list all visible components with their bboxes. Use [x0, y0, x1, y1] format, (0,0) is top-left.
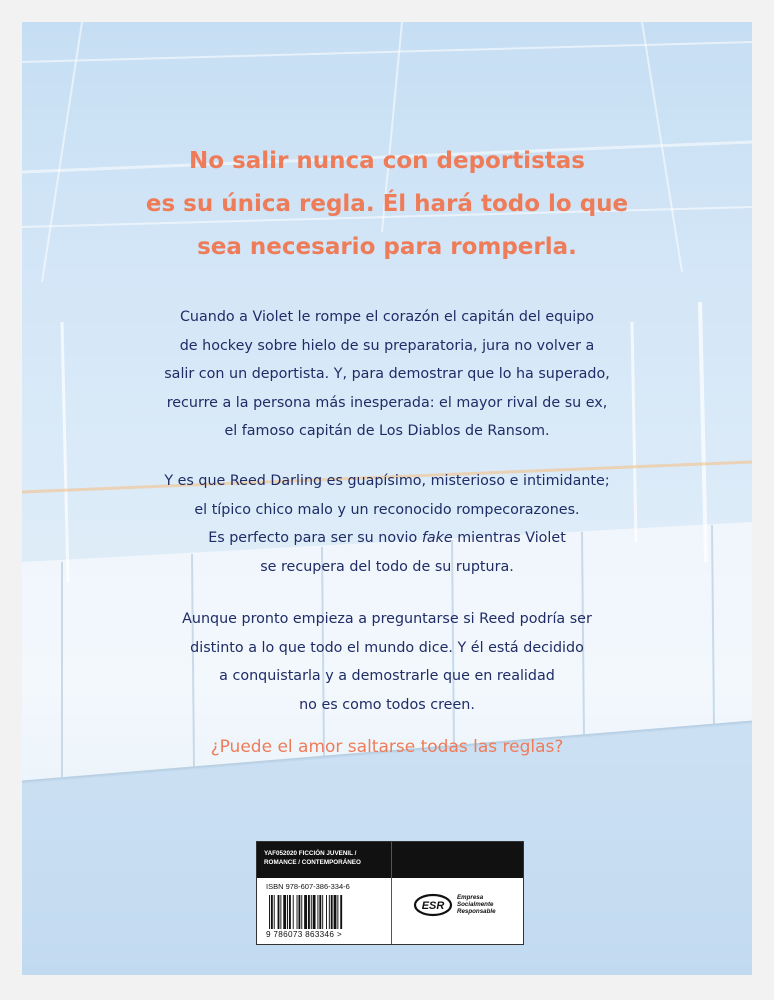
- synopsis-line: el típico chico malo y un reconocido rompecorazones.: [194, 501, 580, 518]
- synopsis-line: [62, 524, 712, 553]
- isbn-label: ISBN 978-607-386-334-6: [266, 882, 350, 891]
- synopsis-line: recurre a la persona más inesperada: el mayor rival de su ex,: [166, 394, 608, 411]
- synopsis-line: distinto a lo que todo el mundo dice. Y él está decidido: [190, 639, 584, 656]
- esr-caption-line: Socialmente: [457, 901, 494, 909]
- esr-logo-icon: [413, 893, 453, 917]
- synopsis-line: salir con un deportista. Y, para demostrar que lo ha superado,: [164, 366, 610, 382]
- synopsis-text: mientras Violet: [452, 530, 566, 546]
- synopsis-line: Y es que Reed Darling es guapísimo, misterioso e intimidante;: [164, 473, 610, 489]
- category-line: ROMANCE / CONTEMPORÁNEO: [264, 859, 361, 866]
- synopsis-line: Cuando a Violet le rompe el corazón el capitán del equipo: [179, 309, 595, 325]
- esr-caption: [457, 894, 496, 916]
- synopsis-text: Es perfecto para ser su novio: [208, 530, 422, 546]
- synopsis-line: de hockey sobre hielo de su preparatoria, jura no volver a: [179, 337, 595, 354]
- headline-line: No salir nunca con deportistas: [189, 148, 585, 174]
- closing-question: ¿Puede el amor saltarse todas las reglas?: [210, 737, 564, 757]
- back-cover: [22, 22, 752, 975]
- category-header: [257, 842, 523, 878]
- synopsis-line: el famoso capitán de Los Diablos de Ransom.: [224, 423, 550, 439]
- text-layer: [22, 22, 752, 975]
- synopsis-line: Aunque pronto empieza a preguntarse si Reed podría ser: [182, 611, 592, 627]
- synopsis-line: a conquistarla y a demostrarle que en realidad: [219, 668, 555, 684]
- barcode-digits: 9 786073 863346 >: [266, 930, 342, 939]
- headline-line: sea necesario para romperla.: [197, 234, 577, 260]
- synopsis-paragraph-2: [62, 467, 712, 581]
- esr-logo-text: ESR: [421, 900, 445, 912]
- synopsis-line: no es como todos creen.: [299, 696, 475, 713]
- esr-caption-line: Responsable: [457, 908, 496, 916]
- headline: [62, 140, 712, 269]
- synopsis-line: se recupera del todo de su ruptura.: [260, 558, 514, 575]
- category-line: YAF052020 FICCIÓN JUVENIL /: [264, 850, 357, 857]
- fake-word: fake: [421, 530, 453, 546]
- synopsis-paragraph-1: [62, 303, 712, 446]
- barcode-block: [256, 841, 524, 945]
- synopsis-paragraph-3: [62, 605, 712, 719]
- divider: [391, 842, 392, 944]
- headline-line: es su única regla. Él hará todo lo que: [145, 191, 629, 217]
- esr-caption-line: Empresa: [457, 894, 484, 901]
- barcode-icon: [268, 895, 384, 929]
- category-label: [264, 849, 389, 867]
